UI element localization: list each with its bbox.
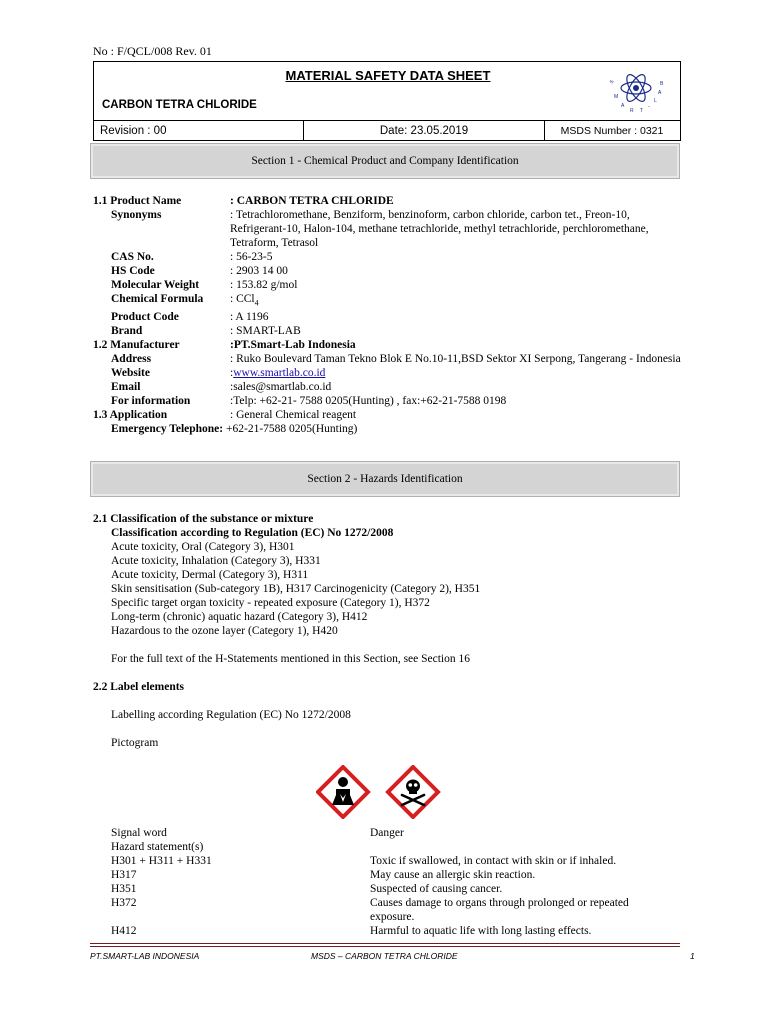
labelling-note: Labelling according Regulation (EC) No 1272/2008 bbox=[111, 709, 351, 721]
hazard-statements-label: Hazard statement(s) bbox=[111, 841, 204, 853]
field-website: Website :www.smartlab.co.id bbox=[111, 367, 326, 380]
fulltext-note: For the full text of the H-Statements mentioned in this Section, see Section 16 bbox=[111, 653, 470, 665]
svg-text:M: M bbox=[614, 94, 619, 100]
svg-text:A: A bbox=[658, 90, 662, 96]
document-number: No : F/QCL/008 Rev. 01 bbox=[93, 44, 212, 58]
footer-page-number: 1 bbox=[690, 951, 695, 961]
skull-crossbones-icon bbox=[388, 767, 438, 817]
revision-cell: Revision : 00 bbox=[94, 121, 304, 141]
footer-company: PT.SMART-LAB INDONESIA bbox=[90, 951, 200, 961]
pictogram-label: Pictogram bbox=[111, 737, 159, 749]
header-box bbox=[93, 61, 681, 141]
hazard-statement-row: H301 + H311 + H331 Toxic if swallowed, in contact with skin or if inhaled. bbox=[111, 855, 617, 867]
classification-item: Long-term (chronic) aquatic hazard (Category 3), H412 bbox=[111, 611, 368, 623]
field-chemical-formula: Chemical Formula : CCl$_4$ bbox=[111, 293, 259, 308]
svg-text:-: - bbox=[648, 104, 650, 110]
header-product-name: CARBON TETRA CHLORIDE bbox=[102, 99, 257, 111]
classification-item: Hazardous to the ozone layer (Category 1), H420 bbox=[111, 625, 338, 637]
heading-2-2: 2.2 Label elements bbox=[93, 681, 185, 693]
footer-rule bbox=[90, 943, 680, 944]
date-cell: Date: 23.05.2019 bbox=[304, 121, 545, 141]
classification-item: Skin sensitisation (Sub-category 1B), H317 Carcinogenicity (Category 2), H351 bbox=[111, 583, 481, 595]
section-1-bar: Section 1 - Chemical Product and Company Identification bbox=[90, 143, 680, 179]
field-email: Email :sales@smartlab.co.id bbox=[111, 381, 332, 394]
field-information: For information :Telp: +62-21- 7588 0205(Hunting) , fax:+62-21-7588 0198 bbox=[111, 395, 507, 408]
ghs-pictograms bbox=[316, 765, 466, 819]
heading-2-1-sub: Classification according to Regulation (EC) No 1272/2008 bbox=[111, 527, 394, 539]
field-product-name: 1.1 Product Name : CARBON TETRA CHLORIDE bbox=[93, 195, 394, 207]
svg-text:T: T bbox=[640, 108, 644, 114]
field-product-code: Product Code : A 1196 bbox=[111, 311, 269, 324]
msds-number-cell bbox=[544, 121, 680, 141]
hazard-statement-row: H412 Harmful to aquatic life with long lasting effects. bbox=[111, 925, 592, 937]
field-brand: Brand : SMART-LAB bbox=[111, 325, 301, 338]
footer-rule bbox=[90, 946, 680, 947]
svg-text:R: R bbox=[630, 108, 634, 114]
hazard-statements bbox=[111, 826, 681, 938]
footer-title: MSDS – CARBON TETRA CHLORIDE bbox=[311, 951, 458, 961]
hazard-statement-row: H317 May cause an allergic skin reaction. bbox=[111, 869, 536, 881]
health-hazard-icon bbox=[318, 767, 368, 817]
field-manufacturer: 1.2 Manufacturer :PT.Smart-Lab Indonesia bbox=[93, 339, 356, 352]
classification-item: Specific target organ toxicity - repeated exposure (Category 1), H372 bbox=[111, 597, 430, 609]
website-link[interactable]: www.smartlab.co.id bbox=[233, 367, 326, 380]
header-info-row bbox=[94, 120, 680, 141]
field-application: 1.3 Application : General Chemical reagent bbox=[93, 409, 357, 422]
svg-text:B: B bbox=[660, 81, 664, 87]
field-synonyms: Synonyms : Tetrachloromethane, Benziform, benzinoform, carbon chloride, carbon tet., Freon-10, Refrigerant-10, Halon-104, methane tetrachloride, methyl tetrachloride, perchloromethane, Tetraform, Tetrasol bbox=[111, 209, 649, 249]
field-emergency-telephone: Emergency Telephone: +62-21-7588 0205(Hunting) bbox=[111, 423, 358, 436]
field-molecular-weight: Molecular Weight : 153.82 g/mol bbox=[111, 279, 298, 291]
msds-number-label: MSDS Number : bbox=[560, 125, 638, 137]
hazard-statement-row: H372 Causes damage to organs through prolonged or repeated exposure. bbox=[111, 897, 629, 923]
classification-item: Acute toxicity, Dermal (Category 3), H311 bbox=[111, 569, 309, 581]
field-address: Address : Ruko Boulevard Taman Tekno Blok E No.10-11,BSD Sektor XI Serpong, Tangerang - Indonesia bbox=[111, 353, 681, 366]
field-hs-code: HS Code : 2903 14 00 bbox=[111, 265, 288, 277]
msds-number-value: 0321 bbox=[640, 125, 664, 137]
classification-item: Acute toxicity, Inhalation (Category 3), H331 bbox=[111, 555, 321, 567]
field-cas-no: CAS No. : 56-23-5 bbox=[111, 251, 273, 263]
document-title: MATERIAL SAFETY DATA SHEET bbox=[285, 68, 491, 83]
classification-item: Acute toxicity, Oral (Category 3), H301 bbox=[111, 541, 295, 553]
section-2-bar: Section 2 - Hazards Identification bbox=[90, 461, 680, 497]
section-2-body bbox=[93, 512, 681, 750]
smart-lab-logo bbox=[600, 64, 672, 118]
signal-word-row: Signal word Danger bbox=[111, 827, 404, 839]
svg-text:A: A bbox=[621, 103, 625, 109]
svg-text:L: L bbox=[654, 98, 657, 104]
heading-2-1: 2.1 Classification of the substance or mixture bbox=[93, 513, 314, 525]
svg-text:S: S bbox=[608, 78, 616, 86]
section-1-body bbox=[93, 194, 681, 436]
hazard-statement-row: H351 Suspected of causing cancer. bbox=[111, 883, 503, 895]
